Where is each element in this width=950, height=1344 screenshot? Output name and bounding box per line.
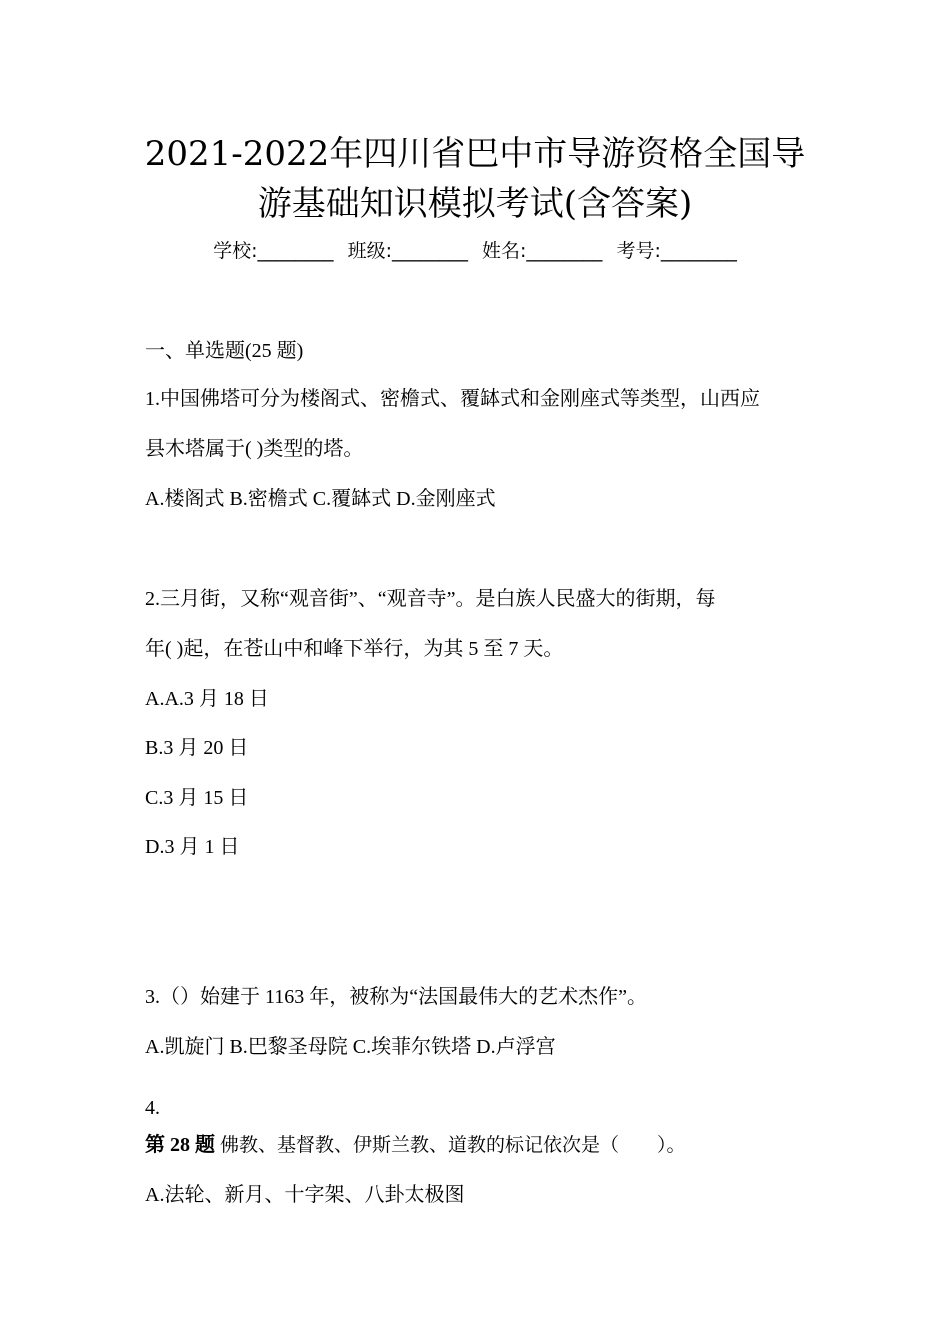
name-field: 姓名:________ (482, 240, 603, 262)
document-title-line-1: 2021-2022年四川省巴中市导游资格全国导 (144, 134, 806, 174)
q1-stem-line-2: 县木塔属于( )类型的塔。 (145, 438, 364, 460)
q4-option-a: A.法轮、新月、十字架、八卦太极图 (145, 1184, 465, 1206)
q4-text: 佛教、基督教、伊斯兰教、道教的标记依次是（ ）。 (220, 1134, 686, 1156)
q2-stem-line-1: 2.三月街，又称“观音街”、“观音寺”。是白族人民盛大的街期，每 (145, 588, 716, 610)
q3-options: A.凯旋门 B.巴黎圣母院 C.埃菲尔铁塔 D.卢浮宫 (145, 1036, 556, 1058)
q2-option-a: A.A.3 月 18 日 (145, 688, 269, 710)
number-field: 考号:________ (616, 240, 737, 262)
class-field: 班级:________ (347, 240, 468, 262)
document-title-line-2: 游基础知识模拟考试(含答案) (257, 184, 693, 224)
school-field: 学校:________ (213, 240, 334, 262)
q1-stem-line-1: 1.中国佛塔可分为楼阁式、密檐式、覆缽式和金刚座式等类型，山西应 (145, 388, 760, 410)
q2-option-d: D.3 月 1 日 (145, 836, 240, 858)
q4-number: 4. (145, 1097, 160, 1119)
section-heading: 一、单选题(25 题) (145, 340, 304, 362)
q2-stem-line-2: 年( )起，在苍山中和峰下举行，为其 5 至 7 天。 (145, 638, 564, 660)
q1-options: A.楼阁式 B.密檐式 C.覆缽式 D.金刚座式 (145, 488, 496, 510)
q3-stem: 3.（）始建于 1163 年，被称为“法国最伟大的艺术杰作”。 (145, 986, 648, 1008)
q2-option-c: C.3 月 15 日 (145, 787, 249, 809)
q4-stem (145, 1130, 825, 1160)
student-info-row (0, 236, 950, 266)
q4-label: 第 28 题 (145, 1134, 215, 1156)
q2-option-b: B.3 月 20 日 (145, 737, 249, 759)
